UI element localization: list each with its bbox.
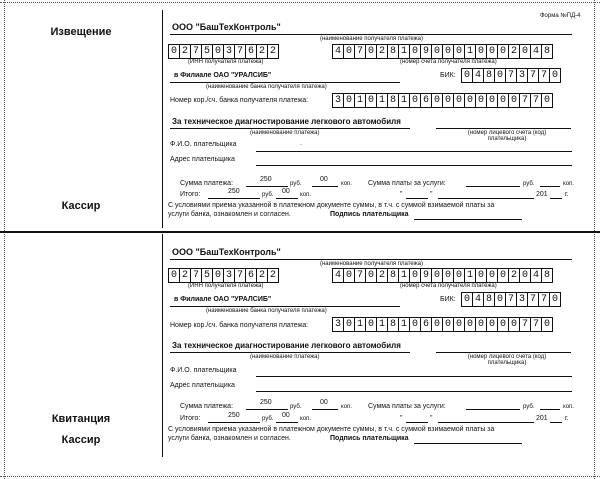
- inn-digit: 2: [179, 269, 190, 282]
- recipient-name-line: [170, 34, 572, 35]
- account-digit: 0: [519, 269, 530, 282]
- account-digit: 2: [376, 269, 387, 282]
- bank-caption: (наименование банка получателя платежа): [206, 84, 327, 90]
- inn-digit: 0: [170, 270, 177, 281]
- form-number: Форма №ПД-4: [540, 13, 581, 19]
- date-year-line: [550, 422, 562, 423]
- inn-box: [168, 44, 279, 59]
- corr-digit: 3: [334, 95, 341, 106]
- bik-digit: 7: [538, 69, 549, 82]
- account-digit: 0: [475, 45, 486, 58]
- recipient-name: ООО "БашТехКонтроль": [172, 22, 281, 32]
- date-year-unit: г.: [565, 191, 569, 198]
- date-quote-close: ": [430, 191, 433, 198]
- corr-digit: 1: [398, 94, 409, 107]
- receipt-cashier-label: Кассир: [61, 434, 101, 446]
- inn-digit: 0: [170, 46, 177, 57]
- bottom-dotted-border: [0, 476, 600, 477]
- fee-rub-unit: руб.: [523, 404, 535, 410]
- date-year: 201: [536, 191, 548, 198]
- account-caption: (номер счета получателя платежа): [400, 283, 497, 289]
- payment-purpose: За техническое диагностирование легкового автомобиля: [172, 117, 401, 126]
- sum-kop-line: [312, 409, 338, 410]
- bik-box: [461, 292, 561, 307]
- corr-digit: 7: [519, 318, 530, 331]
- account-box: [332, 44, 553, 59]
- account-digit: 9: [420, 269, 431, 282]
- account-digit: 4: [530, 269, 541, 282]
- inn-digit: 2: [267, 45, 278, 58]
- inn-digit: 3: [223, 269, 234, 282]
- corr-label: Номер кор./сч. банка получателя платежа:: [170, 97, 309, 104]
- account-digit: 0: [453, 269, 464, 282]
- recipient-name-caption: (наименование получателя платежа): [320, 36, 424, 42]
- account-digit: 4: [334, 270, 341, 281]
- corr-digit: 0: [431, 318, 442, 331]
- account-digit: 2: [508, 269, 519, 282]
- terms-line-2: услуги банка, ознакомлен и согласен.: [168, 435, 291, 442]
- corr-digit: 6: [420, 318, 431, 331]
- recipient-name-caption: (наименование получателя платежа): [320, 261, 424, 267]
- date-quote-open: ": [400, 415, 403, 422]
- account-digit: 0: [475, 269, 486, 282]
- corr-digit: 0: [508, 318, 519, 331]
- corr-digit: 7: [519, 94, 530, 107]
- bank-caption: (наименование банка получателя платежа): [206, 308, 327, 314]
- fee-label: Сумма платы за услуги:: [368, 403, 446, 410]
- sum-label: Сумма платежа:: [180, 180, 234, 187]
- corr-digit: 7: [530, 94, 541, 107]
- right-dotted-border: [594, 0, 595, 479]
- inn-digit: 7: [234, 45, 245, 58]
- date-year-line: [550, 198, 562, 199]
- total-rub-line: [208, 198, 260, 199]
- payment-purpose: За техническое диагностирование легкового автомобиля: [172, 341, 401, 350]
- payer-name-label: Ф.И.О. плательщика: [170, 367, 237, 374]
- total-rub-value: 250: [228, 188, 240, 195]
- corr-box: [332, 317, 553, 332]
- account-digit: 1: [398, 45, 409, 58]
- payer-name-line: [256, 376, 572, 377]
- bank-name: в Филиале ОАО "УРАЛСИБ": [174, 296, 272, 303]
- personal-account-line: [436, 352, 571, 353]
- corr-digit: 0: [486, 318, 497, 331]
- date-day-line: [406, 198, 428, 199]
- section-divider-bottom: [162, 234, 163, 457]
- inn-digit: 7: [234, 269, 245, 282]
- date-quote-close: ": [430, 415, 433, 422]
- sum-rub-line: [246, 186, 288, 187]
- account-caption: (номер счета получателя платежа): [400, 59, 497, 65]
- purpose-caption: (наименование платежа): [250, 130, 320, 136]
- bik-digit: 7: [527, 293, 538, 306]
- sum-kop-value: 00: [320, 176, 328, 183]
- purpose-line: [170, 352, 410, 353]
- account-digit: 0: [431, 269, 442, 282]
- sum-kop-value: 00: [320, 399, 328, 406]
- corr-digit: 0: [541, 94, 552, 107]
- total-kop-unit: коп.: [300, 416, 311, 422]
- corr-digit: 1: [376, 318, 387, 331]
- inn-digit: 7: [190, 45, 201, 58]
- recipient-name: ООО "БашТехКонтроль": [172, 247, 281, 257]
- bank-name: в Филиале ОАО "УРАЛСИБ": [174, 72, 272, 79]
- inn-box: [168, 268, 279, 283]
- sum-rub-value: 250: [260, 399, 272, 406]
- account-digit: 0: [431, 45, 442, 58]
- corr-digit: 0: [541, 318, 552, 331]
- payer-name-mark: .: [300, 140, 302, 147]
- bank-name-line: [170, 306, 400, 307]
- bik-digit: 8: [483, 69, 494, 82]
- sum-label: Сумма платежа:: [180, 403, 234, 410]
- corr-digit: 0: [442, 94, 453, 107]
- payer-address-line: [256, 391, 572, 392]
- bik-digit: 0: [463, 294, 470, 305]
- corr-digit: 8: [387, 318, 398, 331]
- corr-digit: 0: [453, 318, 464, 331]
- corr-digit: 3: [334, 319, 341, 330]
- account-digit: 0: [442, 269, 453, 282]
- receipt-title: Квитанция: [51, 413, 111, 425]
- inn-digit: 2: [256, 269, 267, 282]
- inn-digit: 6: [245, 45, 256, 58]
- notice-title: Извещение: [50, 26, 112, 38]
- inn-digit: 2: [256, 45, 267, 58]
- bik-digit: 7: [527, 69, 538, 82]
- terms-line-2: услуги банка, ознакомлен и согласен.: [168, 211, 291, 218]
- bik-digit: 7: [538, 293, 549, 306]
- bik-digit: 7: [505, 293, 516, 306]
- account-digit: 2: [508, 45, 519, 58]
- inn-digit: 0: [212, 45, 223, 58]
- inn-digit: 0: [212, 269, 223, 282]
- corr-digit: 0: [464, 94, 475, 107]
- payer-address-label: Адрес плательщика: [170, 156, 235, 163]
- account-digit: 0: [442, 45, 453, 58]
- inn-caption: (ИНН получателя платежа): [188, 283, 264, 289]
- account-digit: 8: [541, 45, 552, 58]
- account-digit: 0: [497, 45, 508, 58]
- fee-rub-line: [466, 186, 520, 187]
- fee-kop-line: [540, 186, 560, 187]
- corr-digit: 6: [420, 94, 431, 107]
- corr-digit: 1: [376, 94, 387, 107]
- sum-rub-value: 250: [260, 176, 272, 183]
- inn-digit: 5: [201, 45, 212, 58]
- account-digit: 8: [387, 45, 398, 58]
- inn-digit: 2: [267, 269, 278, 282]
- fee-label: Сумма платы за услуги:: [368, 180, 446, 187]
- bik-box: [461, 68, 561, 83]
- corr-digit: 0: [409, 94, 420, 107]
- corr-digit: 0: [343, 318, 354, 331]
- account-digit: 1: [398, 269, 409, 282]
- corr-digit: 0: [508, 94, 519, 107]
- purpose-caption: (наименование платежа): [250, 354, 320, 360]
- bik-digit: 7: [505, 69, 516, 82]
- fee-kop-unit: коп.: [563, 181, 574, 187]
- signature-line: [414, 443, 522, 444]
- account-digit: 4: [334, 46, 341, 57]
- date-quote-open: ": [400, 191, 403, 198]
- account-digit: 1: [464, 45, 475, 58]
- account-digit: 8: [387, 269, 398, 282]
- account-digit: 2: [376, 45, 387, 58]
- cut-line: [0, 231, 600, 233]
- account-digit: 0: [343, 45, 354, 58]
- bik-digit: 0: [494, 69, 505, 82]
- account-digit: 9: [420, 45, 431, 58]
- payer-address-label: Адрес плательщика: [170, 382, 235, 389]
- total-kop-unit: коп.: [300, 192, 311, 198]
- total-rub-line: [208, 422, 260, 423]
- corr-digit: 0: [343, 94, 354, 107]
- payer-address-line: [256, 165, 572, 166]
- account-digit: 0: [486, 45, 497, 58]
- bik-digit: 3: [516, 293, 527, 306]
- account-digit: 0: [409, 269, 420, 282]
- recipient-name-line: [170, 259, 572, 260]
- corr-digit: 1: [354, 94, 365, 107]
- sum-rub-unit: руб.: [290, 404, 302, 410]
- sum-rub-unit: руб.: [290, 181, 302, 187]
- total-kop-line: [276, 198, 298, 199]
- inn-digit: 6: [245, 269, 256, 282]
- inn-caption: (ИНН получателя платежа): [188, 59, 264, 65]
- corr-digit: 0: [365, 318, 376, 331]
- sum-rub-line: [246, 409, 288, 410]
- payer-name-label: Ф.И.О. плательщика: [170, 141, 237, 148]
- bik-digit: 0: [549, 293, 560, 306]
- signature-line: [414, 219, 522, 220]
- sum-kop-unit: коп.: [341, 404, 352, 410]
- corr-digit: 1: [398, 318, 409, 331]
- corr-digit: 0: [431, 94, 442, 107]
- sum-kop-unit: коп.: [341, 181, 352, 187]
- total-label: Итого:: [180, 415, 201, 422]
- personal-account-caption: (номер лицевого счета (код) плательщика): [467, 354, 547, 366]
- date-year: 201: [536, 415, 548, 422]
- signature-label: Подпись плательщика: [330, 211, 409, 218]
- personal-account-line: [436, 128, 571, 129]
- total-rub-unit: руб.: [262, 192, 274, 198]
- bik-digit: 3: [516, 69, 527, 82]
- corr-label: Номер кор./сч. банка получателя платежа:: [170, 322, 309, 329]
- purpose-line: [170, 128, 410, 129]
- date-month-line: [438, 422, 534, 423]
- total-rub-value: 250: [228, 412, 240, 419]
- inn-digit: 7: [190, 269, 201, 282]
- bik-digit: 8: [483, 293, 494, 306]
- total-kop-value: 00: [282, 188, 290, 195]
- total-kop-line: [276, 422, 298, 423]
- bik-digit: 0: [463, 70, 470, 81]
- corr-digit: 1: [354, 318, 365, 331]
- account-box: [332, 268, 553, 283]
- notice-cashier-label: Кассир: [61, 200, 101, 212]
- bik-digit: 0: [494, 293, 505, 306]
- corr-digit: 0: [475, 94, 486, 107]
- bik-label: БИК:: [440, 296, 456, 303]
- inn-digit: 2: [179, 45, 190, 58]
- account-digit: 0: [409, 45, 420, 58]
- date-day-line: [406, 422, 428, 423]
- left-dotted-border: [4, 0, 5, 479]
- account-digit: 4: [530, 45, 541, 58]
- bik-digit: 4: [472, 69, 483, 82]
- account-digit: 7: [354, 269, 365, 282]
- corr-digit: 0: [497, 94, 508, 107]
- corr-digit: 7: [530, 318, 541, 331]
- account-digit: 0: [486, 269, 497, 282]
- account-digit: 0: [365, 269, 376, 282]
- account-digit: 7: [354, 45, 365, 58]
- corr-digit: 0: [453, 94, 464, 107]
- total-kop-value: 00: [282, 412, 290, 419]
- account-digit: 0: [453, 45, 464, 58]
- fee-rub-line: [466, 409, 520, 410]
- total-rub-unit: руб.: [262, 416, 274, 422]
- payer-name-line: [256, 151, 572, 152]
- account-digit: 0: [343, 269, 354, 282]
- account-digit: 0: [365, 45, 376, 58]
- bik-label: БИК:: [440, 72, 456, 79]
- corr-digit: 0: [442, 318, 453, 331]
- section-divider-top: [162, 10, 163, 228]
- personal-account-caption: (номер лицевого счета (код) плательщика): [467, 130, 547, 142]
- inn-digit: 5: [201, 269, 212, 282]
- corr-box: [332, 93, 553, 108]
- date-month-line: [438, 198, 534, 199]
- terms-line-1: С условиями приема указанной в платежном документе суммы, в т.ч. с суммой взимаемой платы за: [168, 202, 495, 209]
- fee-kop-line: [540, 409, 560, 410]
- total-label: Итого:: [180, 191, 201, 198]
- sum-kop-line: [312, 186, 338, 187]
- fee-kop-unit: коп.: [563, 404, 574, 410]
- top-dotted-border: [0, 2, 600, 3]
- corr-digit: 0: [365, 94, 376, 107]
- corr-digit: 0: [464, 318, 475, 331]
- bank-name-line: [170, 82, 400, 83]
- inn-digit: 3: [223, 45, 234, 58]
- fee-rub-unit: руб.: [523, 181, 535, 187]
- account-digit: 0: [497, 269, 508, 282]
- bik-digit: 4: [472, 293, 483, 306]
- account-digit: 0: [519, 45, 530, 58]
- date-year-unit: г.: [565, 415, 569, 422]
- account-digit: 8: [541, 269, 552, 282]
- corr-digit: 0: [497, 318, 508, 331]
- corr-digit: 0: [486, 94, 497, 107]
- bik-digit: 0: [549, 69, 560, 82]
- corr-digit: 0: [409, 318, 420, 331]
- terms-line-1: С условиями приема указанной в платежном документе суммы, в т.ч. с суммой взимаемой платы за: [168, 426, 495, 433]
- corr-digit: 0: [475, 318, 486, 331]
- signature-label: Подпись плательщика: [330, 435, 409, 442]
- account-digit: 1: [464, 269, 475, 282]
- corr-digit: 8: [387, 94, 398, 107]
